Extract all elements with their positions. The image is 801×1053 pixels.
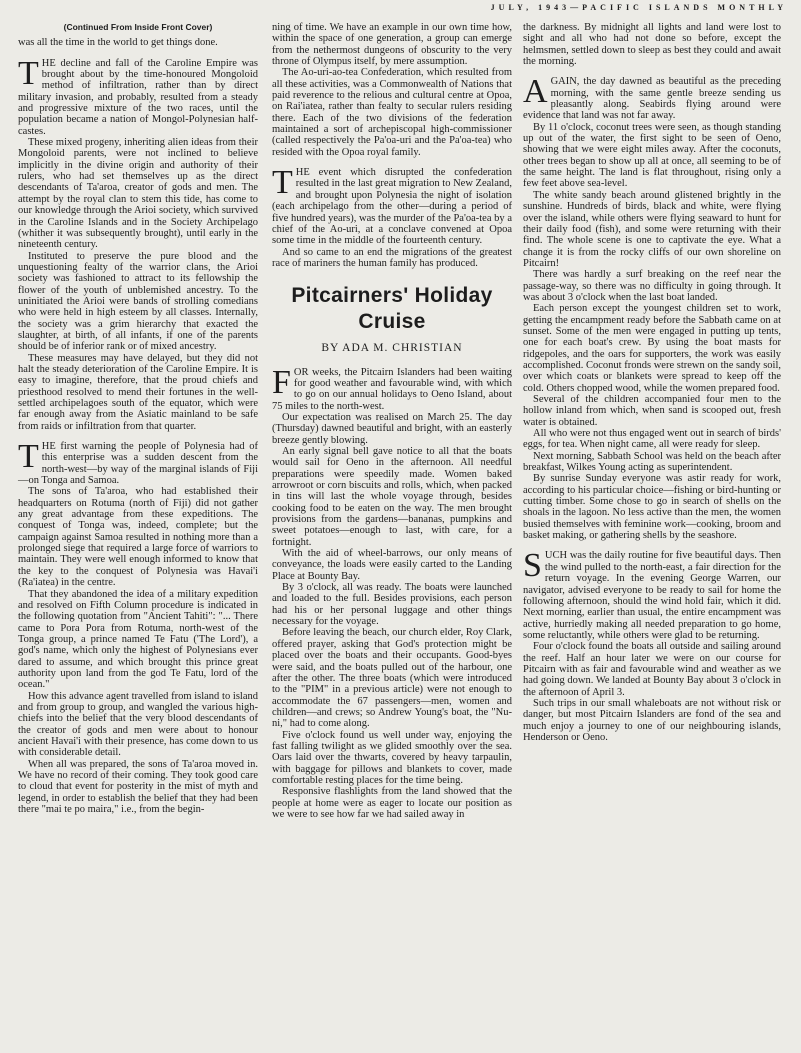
paragraph: Instituted to preserve the pure blood and the unquestioning fealty of the warrior clans, the Arioi society was fashioned to attract to its fellowship the flower of the youth of unblemished ancestry. To the uninitiated the Arioi were bands of strolling comedians who were held in high esteem by all classes. Internally, the society was a grim hierarchy that exacted the slaughter, at birth, of all infants, if one of the parents should be of inferior rank or of mixed ancestry. — [18, 250, 258, 353]
byline: BY ADA M. CHRISTIAN — [321, 342, 463, 355]
paragraph: By sunrise Sunday everyone was astir ready for work, according to his particular choice—fishing or bird-hunting or cutting timber. Some chose to go in search of shells on the shoals in the lagoon. No less active than the men, the women busied themselves with feminine work—cooking, broom and basket making, or gathering shells by the seashore. — [523, 473, 781, 542]
paragraph: Such trips in our small whaleboats are not without risk or danger, but most Pitcairn Islanders are fond of the sea and much enjoy a journey to one of our neighbouring islands, Henderson or Oeno. — [523, 697, 781, 743]
section-paragraph: THE first warning the people of Polynesia had of this enterprise was a sudden descent from the north-west—by way of the marginal islands of Fiji—on Tonga and Samoa. — [18, 438, 258, 487]
section-paragraph: AGAIN, the day dawned as beautiful as the preceding morning, with the same gentle breeze sending us pleasantly along. Seabirds flying around were evidence that land was not far away. — [523, 73, 781, 122]
paragraph: was all the time in the world to get things done. — [18, 37, 218, 49]
paragraph: The white sandy beach around glistened brightly in the sunshine. Hundreds of birds, black and white, were flying over the island, while others were flying seaward to hunt for their daily food (fish), and some were returning with their find. The whole scene is one to captivate the eye. What a change it is from the rocky cliffs of our own shoreline on Pitcairn! — [523, 189, 781, 269]
paragraph: These measures may have delayed, but they did not halt the steady deterioration of the Caroline Empire. It is easy to imagine, therefore, that the proud chiefs and priesthood resolved to mend their fortunes in the well-settled archipelagoes south of the equator, which were far enough away from the Asiatic mainland to be safe from raids or infiltration from that quarter. — [18, 352, 258, 432]
paragraph: An early signal bell gave notice to all that the boats would sail for Oeno in the afternoon. All needful preparations were speedily made. Women baked arrowroot or corn biscuits and rolls, which, when packed in tins will last the whole voyage through, besides cooking food to be eaten on the way. The men brought provisions from the gardens—bananas, pumpkins and sweet potatoes—enough to last, with care, for a fortnight. — [272, 445, 512, 548]
paragraph: How this advance agent travelled from island to island and from group to group, and wangled the various high-chiefs into the belief that the very blood descendants of the creator of gods and men were about to honour ancient Havai'i with their presence, has come down to us with considerable detail. — [18, 690, 258, 759]
column-middle — [272, 22, 512, 820]
paragraph: ning of time. We have an example in our own time how, within the space of one generation, a group can emerge from the nethermost dungeons of obscurity to the very throne of Olympus itself, by mere assumption. — [272, 22, 512, 68]
column-right — [523, 22, 781, 743]
paragraph: The Ao-uri-ao-tea Confederation, which resulted from all these activities, was a Commonwealth of Nations that paid reverence to the relious and cultural centre at Opoa, on Rai'iatea, rather than fealty to secular rulers residing there. Each of the two divisions of the federation maintained a sort of archepiscopal high-commissioner (called respectively the Pa'oa-uri and the Pa'oa-tea) who resided with the Opoa royal family. — [272, 67, 512, 158]
paragraph: There was hardly a surf breaking on the reef near the passage-way, so there was no difficulty in going through. It was about 3 o'clock when the last boat landed. — [523, 269, 781, 303]
section-paragraph: FOR weeks, the Pitcairn Islanders had been waiting for good weather and favourable wind, with which to go on our annual holidays to Oeno Island, about 75 miles to the north-west. — [272, 363, 512, 412]
column-left — [18, 22, 258, 815]
paragraph: These mixed progeny, inheriting alien ideas from their Mongoloid parents, were not inclined to believe implicitly in the divine origin and authority of their rulers, who had set themselves up as the direct descendants of Ta'aroa, creator of gods and men. The attempt by the royal clan to stem this tide, has come to our knowledge through the Arioi society, which survived in the Caroline Islands and in the Society Archipelago (whither it was subsequently brought), until early in the nineteenth century. — [18, 137, 258, 251]
section-paragraph: THE event which disrupted the confederation resulted in the last great migration to New Zealand, and brought upon Polynesia the night of isolation (each archipelago from the other—during a period of five hundred years), was the murder of the Pa'oa-tea by a chief of the Ao-uri, at a conclave convened at Opoa some time in the middle of the fourteenth century. — [272, 164, 512, 247]
article-title: Pitcairners' Holiday Cruise — [291, 284, 493, 334]
paragraph: All who were not thus engaged went out in search of birds' eggs, for tea. When night came, all were ready for sleep. — [523, 428, 781, 451]
section-paragraph: SUCH was the daily routine for five beautiful days. Then the wind pulled to the north-east, a fair direction for the return voyage. In the evening George Warren, our navigator, advised everyone to be ready to sail for home the following afternoon, should the wind hold fair, which it did. Next morning, earlier than usual, the entire encampment was active, hurriedly making all needed preparation to go home, some reluctantly, while others were glad to be returning. — [523, 547, 781, 641]
paragraph: By 3 o'clock, all was ready. The boats were launched and loaded to the full. Besides provisions, each person had his or her personal luggage and other things necessary for the voyage. — [272, 582, 512, 628]
paragraph: Several of the children accompanied four men to the hollow inland from which, when sand is scooped out, fresh water is obtained. — [523, 394, 781, 428]
running-head: JULY, 1943—PACIFIC ISLANDS MONTHLY — [490, 3, 787, 12]
paragraph: When all was prepared, the sons of Ta'aroa moved in. We have no record of their coming. They took good care to cloud that event for posterity in the mist of myth and legend, in order to establish the belief that they had been there "mai te po maira," i.e., from the begin- — [18, 758, 258, 816]
paragraph: Each person except the youngest children set to work, getting the encampment ready before the Sabbath came on at sunset. Some of the men were engaged in putting up tents, one for each boat's crew. By using the boat masts for ridgepoles, and the oars for supporters, the work was easily accomplished. Coconut fronds were strewn on the sandy soil, over which coats or blankets were spread to keep off the cold. Others chopped wood, while the women prepared food. — [523, 303, 781, 394]
paragraph: Five o'clock found us well under way, enjoying the fast falling twilight as we glided smoothly over the sea. Oars laid over the thwarts, covered by heavy tarpaulin, with baggage for pillows and blankets to cover, made comfortable resting places for the time being. — [272, 729, 512, 786]
paragraph: With the aid of wheel-barrows, our only means of conveyance, the loads were easily carted to the Landing Place at Bounty Bay. — [272, 548, 512, 582]
paragraph: That they abandoned the idea of a military expedition and resolved on Fifth Column procedure is indicated in the following quotation from "Ancient Tahiti": "... There came to Pora Pora from Rotuma, north-west of the Tonga group, a prince named Te Fatu ('The Lord'), a god's name, which only the highest of Polynesians ever dared to assume, and which brought this prince great authority upon land from the god Te Fatu, lord of the ocean." — [18, 588, 258, 691]
paragraph: By 11 o'clock, coconut trees were seen, as though standing up out of the water, the first sight to be seen of Oeno, showing that we were eight miles away. After the coconuts, other trees began to show up all at once, all seeming to be of the same height. The land is flat throughout, rising only a few feet above sea-level. — [523, 121, 781, 190]
paragraph: Four o'clock found the boats all outside and sailing around the reef. Half an hour later we were on our course for Pitcairn with as fair and favourable wind and weather as we had going down. We landed at Bounty Bay about 3 o'clock in the afternoon of April 3. — [523, 641, 781, 698]
paragraph: And so came to an end the migrations of the greatest race of mariners the human family has produced. — [272, 246, 512, 269]
paragraph: the darkness. By midnight all lights and land were lost to sight and all who had not done so before, except the helmsmen, settled down to sleep as best they could and await the morning. — [523, 22, 781, 68]
paragraph: Before leaving the beach, our church elder, Roy Clark, offered prayer, asking that God's protection might be placed over the boats and their occupants. Good-byes were said, and the boats pulled out of the harbour, one after the other. The three boats (which were introduced to the "PIM" in a previous article) were not enough to accommodate the 67 passengers—men, women and children—and crews; so Andrew Young's boat, the "Nu-ni," had to come along. — [272, 627, 512, 730]
paragraph: Responsive flashlights from the land showed that the people at home were as eager to locate our position as we were to see how far we had sailed away in — [272, 786, 512, 820]
continued-note: (Continued From Inside Front Cover) — [63, 22, 213, 32]
section-paragraph: THE decline and fall of the Caroline Empire was brought about by the time-honoured Mongoloid method of infiltration, rather than by direct military invasion, and probably, resulted from a steady and progressive mixture of the two races, until the population became a nation of Mongol-Polynesian half-castes. — [18, 54, 258, 137]
paragraph: The sons of Ta'aroa, who had established their headquarters on Rotuma (north of Fiji) did not gather any great advantage from these expeditions. The conquest of Tonga was, indeed, complete; but the campaign against Samoa resulted in nothing more than a prolonged siege that required a large force of warriors to maintain. They were well enough informed to know that the key to the conquest of Polynesia was Havai'i (Ra'iatea) in the centre. — [18, 486, 258, 589]
paragraph: Next morning, Sabbath School was held on the beach after breakfast, Wilkes Young acting as superintendent. — [523, 450, 781, 474]
paragraph: Our expectation was realised on March 25. The day (Thursday) dawned beautiful and bright, with an easterly breeze gently blowing. — [272, 411, 512, 446]
